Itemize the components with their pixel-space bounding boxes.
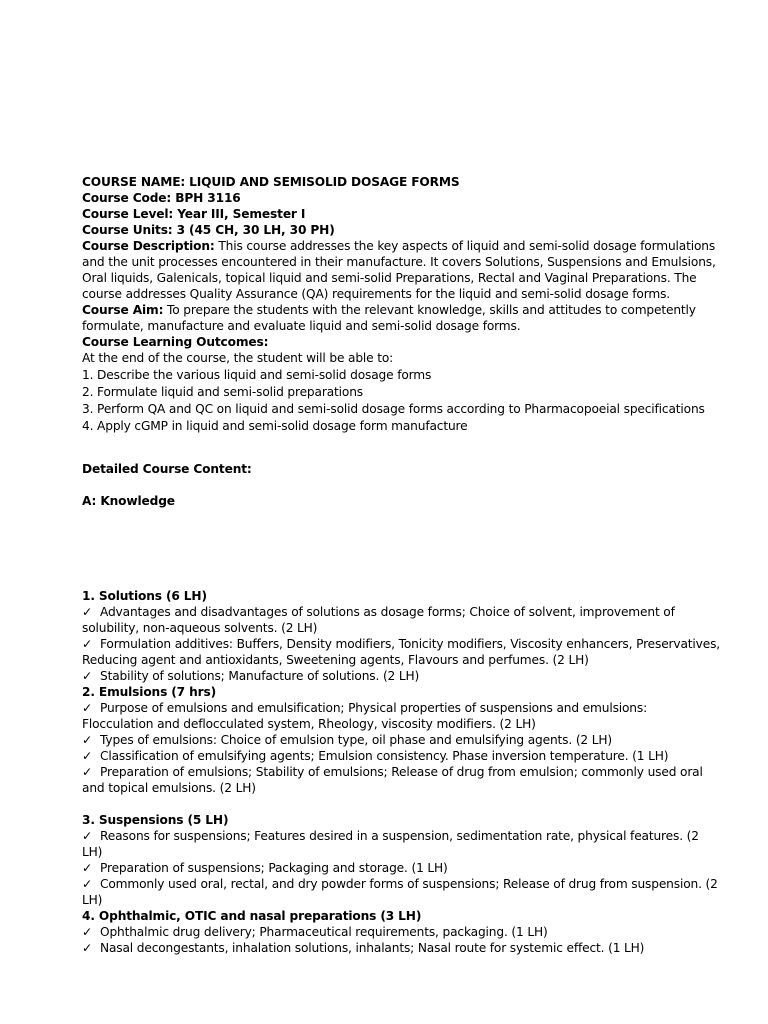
course-level: Course Level: Year III, Semester I [82,207,306,221]
list-item: ✓ Classification of emulsifying agents; Emulsion consistency. Phase inversion temperature. (1 LH) [82,749,669,763]
section-suspensions [82,812,722,908]
list-item: ✓ Types of emulsions: Choice of emulsion type, oil phase and emulsifying agents. (2 LH) [82,733,613,747]
section-heading: 4. Ophthalmic, OTIC and nasal preparations (3 LH) [82,909,422,923]
checkmark-icon: ✓ [82,637,93,651]
content-heading: Detailed Course Content: [82,462,252,476]
section-solutions [82,588,722,684]
outcome-item: 4. Apply cGMP in liquid and semi-solid dosage form manufacture [82,419,468,433]
course-name: COURSE NAME: LIQUID AND SEMISOLID DOSAGE FORMS [82,175,460,189]
list-item: ✓ Ophthalmic drug delivery; Pharmaceutical requirements, packaging. (1 LH) [82,925,548,939]
checkmark-icon: ✓ [82,941,93,955]
course-description: Course Description: This course addresses the key aspects of liquid and semi-solid dosage formulations and the unit processes encountered in their manufacture. It covers Solutions, Suspensions and Emulsions, Oral liquids, Galenicals, topical liquid and semi-solid Preparations, Rectal and Vaginal Preparations. The course addresses Quality Assurance (QA) requirements for the liquid and semi-solid dosage forms. [82,239,716,301]
outcomes-intro: At the end of the course, the student will be able to: [82,351,394,365]
section-emulsions [82,684,722,796]
section-ophthalmic [82,908,722,956]
knowledge-heading: A: Knowledge [82,494,175,508]
outcome-item: 3. Perform QA and QC on liquid and semi-solid dosage forms according to Pharmacopoeial specifications [82,402,705,416]
list-item: ✓ Preparation of emulsions; Stability of emulsions; Release of drug from emulsion; commonly used oral and topical emulsions. (2 LH) [82,765,703,795]
course-units: Course Units: 3 (45 CH, 30 LH, 30 PH) [82,223,335,237]
list-item: ✓ Advantages and disadvantages of solutions as dosage forms; Choice of solvent, improvement of solubility, non-aqueous solvents. (2 LH) [82,605,675,635]
checkmark-icon: ✓ [82,765,93,779]
list-item: ✓ Purpose of emulsions and emulsification; Physical properties of suspensions and emulsions: Flocculation and deflocculated system, Rheology, viscosity modifiers. (2 LH) [82,701,648,731]
outcome-item: 2. Formulate liquid and semi-solid preparations [82,385,363,399]
list-item: ✓ Stability of solutions; Manufacture of solutions. (2 LH) [82,669,420,683]
outcomes-label: Course Learning Outcomes: [82,335,269,349]
sections [82,588,722,956]
spacer [82,796,722,812]
section-heading: 2. Emulsions (7 hrs) [82,685,217,699]
section-heading: 3. Suspensions (5 LH) [82,813,229,827]
section-heading: 1. Solutions (6 LH) [82,589,207,603]
checkmark-icon: ✓ [82,829,93,843]
checkmark-icon: ✓ [82,877,93,891]
list-item: ✓ Reasons for suspensions; Features desired in a suspension, sedimentation rate, physical features. (2 LH) [82,829,699,859]
outcome-item: 1. Describe the various liquid and semi-solid dosage forms [82,368,432,382]
course-code: Course Code: BPH 3116 [82,191,241,205]
list-item: ✓ Preparation of suspensions; Packaging and storage. (1 LH) [82,861,448,875]
checkmark-icon: ✓ [82,701,93,715]
checkmark-icon: ✓ [82,861,93,875]
course-aim: Course Aim: To prepare the students with the relevant knowledge, skills and attitudes to competently formulate, manufacture and evaluate liquid and semi-solid dosage forms. [82,303,696,333]
list-item: ✓ Commonly used oral, rectal, and dry powder forms of suspensions; Release of drug from suspension. (2 LH) [82,877,718,907]
checkmark-icon: ✓ [82,733,93,747]
list-item: ✓ Formulation additives: Buffers, Density modifiers, Tonicity modifiers, Viscosity enhancers, Preservatives, Reducing agent and antioxidants, Sweetening agents, Flavours and perfumes. (2 LH) [82,637,720,667]
checkmark-icon: ✓ [82,925,93,939]
course-info [82,174,722,434]
checkmark-icon: ✓ [82,605,93,619]
list-item: ✓ Nasal decongestants, inhalation solutions, inhalants; Nasal route for systemic effect. (1 LH) [82,941,645,955]
checkmark-icon: ✓ [82,669,93,683]
checkmark-icon: ✓ [82,749,93,763]
